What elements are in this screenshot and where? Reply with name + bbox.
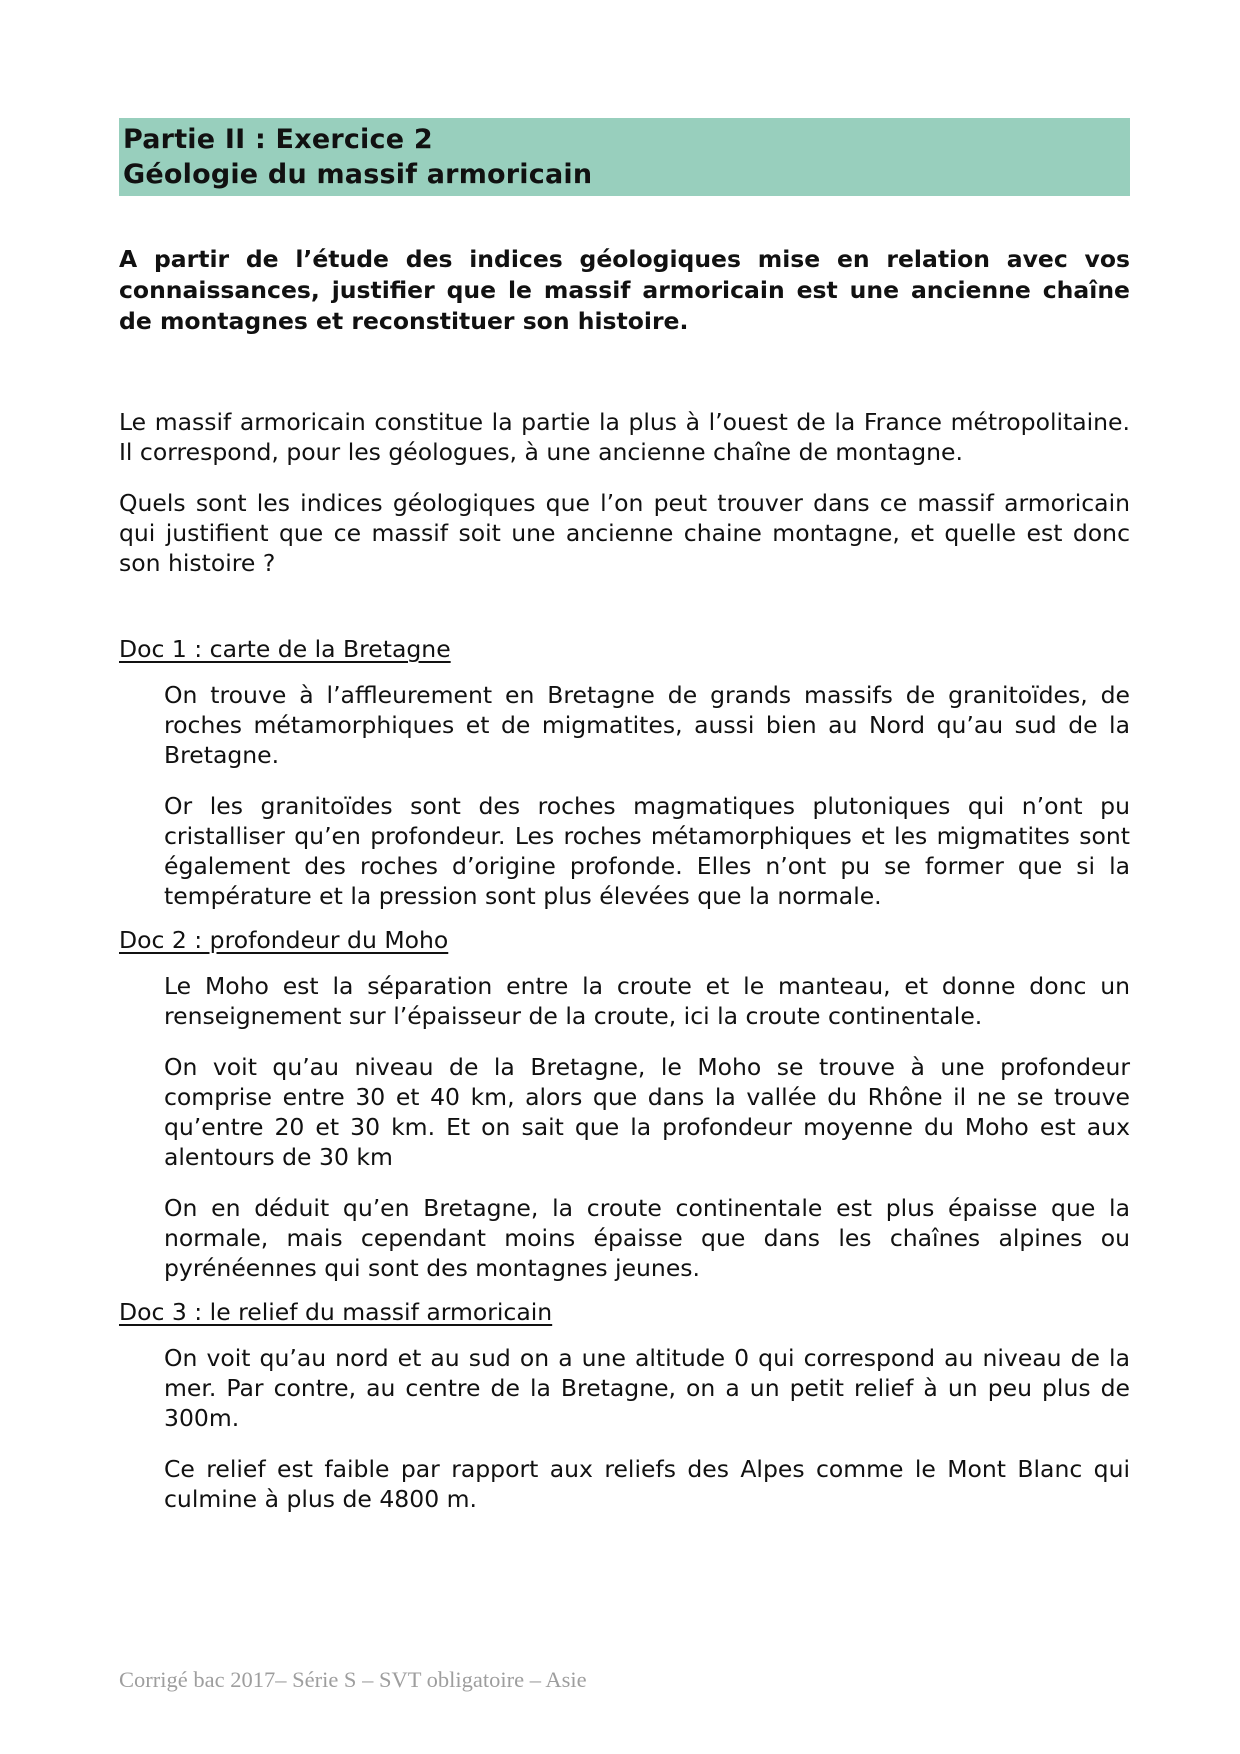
doc-1-paragraph-2: Or les granitoïdes sont des roches magmatiques plutoniques qui n’ont pu cristalliser qu’en profondeur. Les roches métamorphiques et les migmatites sont également des roches d’origine profonde. Elles n’ont pu se former que si la température et la pression sont plus élevées que la normale. <box>164 792 1130 910</box>
doc-2-heading: Doc 2 : profondeur du Moho <box>119 926 449 954</box>
exercise-title-banner <box>119 118 1130 196</box>
doc-3-body <box>119 1343 1130 1514</box>
doc-1 <box>119 634 1130 911</box>
intro-paragraph: Le massif armoricain constitue la partie la plus à l’ouest de la France métropolitaine. Il correspond, pour les géologues, à une ancienne chaîne de montagne. <box>119 408 1130 466</box>
doc-1-heading: Doc 1 : carte de la Bretagne <box>119 635 451 663</box>
doc-3-paragraph-1: On voit qu’au nord et au sud on a une altitude 0 qui correspond au niveau de la mer. Par contre, au centre de la Bretagne, on a un petit relief à un peu plus de 300m. <box>164 1344 1130 1432</box>
page-footer: Corrigé bac 2017– Série S – SVT obligatoire – Asie <box>119 1667 587 1692</box>
documents-section <box>119 634 1130 1514</box>
doc-3-paragraph-2: Ce relief est faible par rapport aux reliefs des Alpes comme le Mont Blanc qui culmine à plus de 4800 m. <box>164 1455 1130 1513</box>
doc-3 <box>119 1297 1130 1514</box>
intro-question: Quels sont les indices géologiques que l’on peut trouver dans ce massif armoricain qui justifient que ce massif soit une ancienne chaine montagne, et quelle est donc son histoire ? <box>119 489 1130 577</box>
doc-2 <box>119 925 1130 1283</box>
intro-section <box>119 407 1130 578</box>
exercise-title: Partie II : Exercice 2 <box>123 124 433 155</box>
doc-2-paragraph-2: On voit qu’au niveau de la Bretagne, le Moho se trouve à une profondeur comprise entre 30 et 40 km, alors que dans la vallée du Rhône il ne se trouve qu’entre 20 et 30 km. Et on sait que la profondeur moyenne du Moho est aux alentours de 30 km <box>164 1053 1130 1171</box>
doc-2-paragraph-1: Le Moho est la séparation entre la croute et le manteau, et donne donc un renseignement sur l’épaisseur de la croute, ici la croute continentale. <box>164 972 1130 1030</box>
doc-3-heading: Doc 3 : le relief du massif armoricain <box>119 1298 553 1326</box>
exercise-subtitle: Géologie du massif armoricain <box>123 159 593 190</box>
doc-1-body <box>119 680 1130 911</box>
exercise-instruction: A partir de l’étude des indices géologiques mise en relation avec vos connaissances, justifier que le massif armoricain est une ancienne chaîne de montagnes et reconstituer son histoire. <box>119 245 1130 335</box>
doc-2-paragraph-3: On en déduit qu’en Bretagne, la croute continentale est plus épaisse que la normale, mais cependant moins épaisse que dans les chaînes alpines ou pyrénéennes qui sont des montagnes jeunes. <box>164 1194 1130 1282</box>
doc-1-paragraph-1: On trouve à l’affleurement en Bretagne de grands massifs de granitoïdes, de roches métamorphiques et de migmatites, aussi bien au Nord qu’au sud de la Bretagne. <box>164 681 1130 769</box>
doc-2-body <box>119 971 1130 1283</box>
document-page <box>119 118 1130 1528</box>
